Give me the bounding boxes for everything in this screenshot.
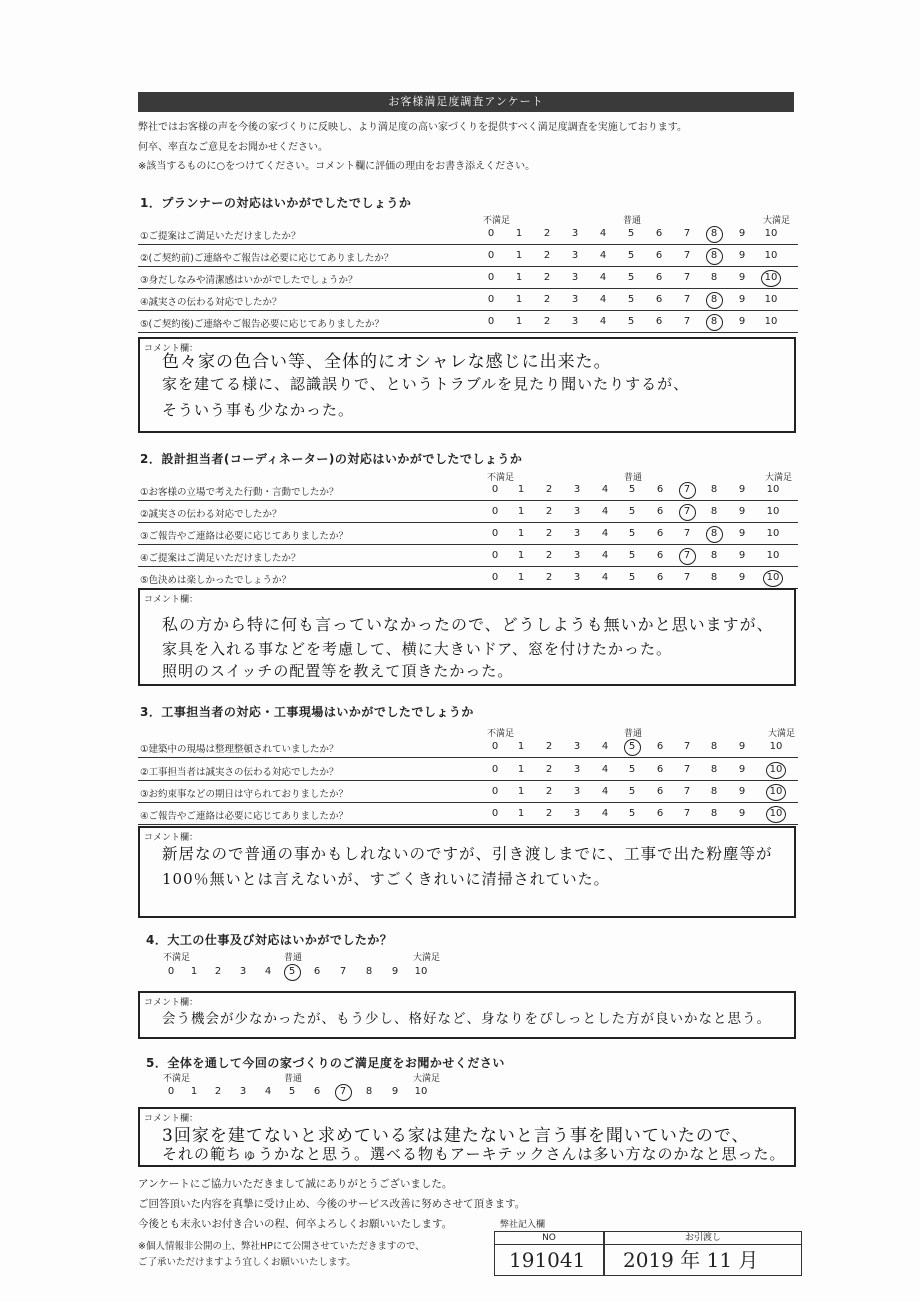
scale-number[interactable]: 8 <box>710 741 718 752</box>
scale-number[interactable]: 3 <box>239 966 247 977</box>
scale-number[interactable]: 7 <box>683 764 691 775</box>
scale-number[interactable]: 7 <box>683 506 691 517</box>
footer-line-2: ご回答頂いた内容を真摯に受け止め、今後のサービス改善に努めさせて頂きます。 <box>138 1198 526 1210</box>
scale-number[interactable]: 8 <box>365 966 373 977</box>
scale-number[interactable]: 10 <box>764 316 778 327</box>
selected-answer-circle <box>761 270 781 287</box>
scale-number[interactable]: 7 <box>683 550 691 561</box>
selected-answer-circle <box>624 739 641 756</box>
scale-number[interactable]: 10 <box>766 550 780 561</box>
scale-number[interactable]: 7 <box>683 572 691 583</box>
comment-box[interactable] <box>138 588 796 686</box>
row-divider <box>138 500 798 501</box>
scale-number[interactable]: 8 <box>710 528 718 539</box>
scale-low-label: 不満足 <box>487 473 515 483</box>
scale-number[interactable]: 8 <box>710 250 718 261</box>
scale-number[interactable]: 3 <box>573 808 581 819</box>
scale-number[interactable]: 5 <box>628 764 636 775</box>
scale-number[interactable]: 0 <box>487 272 495 283</box>
scale-number[interactable]: 6 <box>656 572 664 583</box>
scale-number[interactable]: 3 <box>573 506 581 517</box>
row-divider <box>138 288 798 289</box>
scale-number[interactable]: 4 <box>601 741 609 752</box>
scale-number[interactable]: 6 <box>656 506 664 517</box>
scale-number[interactable]: 10 <box>764 294 778 305</box>
scale-number[interactable]: 6 <box>656 786 664 797</box>
selected-answer-circle <box>335 1084 352 1101</box>
scale-number[interactable]: 3 <box>573 764 581 775</box>
handwritten-comment: そういう事も少なかった。 <box>162 401 355 419</box>
scale-number[interactable]: 3 <box>573 572 581 583</box>
scale-number[interactable]: 6 <box>655 272 663 283</box>
scale-number[interactable]: 5 <box>628 808 636 819</box>
row-divider <box>138 802 798 803</box>
scale-number[interactable]: 2 <box>214 1086 222 1097</box>
intro-line-3: ※該当するものに○をつけてください。コメント欄に評価の理由をお書き添えください。 <box>138 161 536 172</box>
scale-number[interactable]: 2 <box>545 550 553 561</box>
scale-number[interactable]: 5 <box>628 741 636 752</box>
scale-number[interactable]: 2 <box>545 506 553 517</box>
scale-number[interactable]: 10 <box>769 786 783 797</box>
scale-high-label: 大満足 <box>765 473 793 483</box>
scale-number[interactable]: 8 <box>710 808 718 819</box>
scale-number[interactable]: 5 <box>628 506 636 517</box>
scale-number[interactable]: 4 <box>264 966 272 977</box>
selected-answer-circle <box>679 504 696 521</box>
scale-number[interactable]: 8 <box>710 316 718 327</box>
scale-number[interactable]: 4 <box>599 228 607 239</box>
selected-answer-circle <box>766 762 786 779</box>
comment-label: コメント欄： <box>144 344 199 354</box>
question-text: ④ご報告やご連絡は必要に応じてありましたか？ <box>140 811 349 822</box>
question-text: ①お客様の立場で考えた行動・言動でしたか？ <box>140 487 339 498</box>
scale-number[interactable]: 9 <box>738 250 746 261</box>
scale-number[interactable]: 3 <box>573 786 581 797</box>
scale-number[interactable]: 7 <box>683 484 691 495</box>
question-text: ①ご提案はご満足いただけましたか？ <box>140 231 301 242</box>
scale-number[interactable]: 6 <box>655 250 663 261</box>
comment-box[interactable] <box>138 826 796 918</box>
scale-number[interactable]: 6 <box>656 764 664 775</box>
scale-number[interactable]: 0 <box>487 316 495 327</box>
question-text: ①建築中の現場は整理整頓されていましたか？ <box>140 744 339 755</box>
scale-number[interactable]: 4 <box>601 808 609 819</box>
scale-number[interactable]: 4 <box>599 250 607 261</box>
comment-label: コメント欄： <box>144 833 199 843</box>
handover-value: 2019 年 11 月 <box>604 1244 802 1276</box>
scale-number[interactable]: 9 <box>738 528 746 539</box>
scale-low-label: 不満足 <box>487 729 515 739</box>
handwritten-comment: 照明のスイッチの配置等を教えて頂きたかった。 <box>162 662 514 680</box>
comment-box[interactable] <box>138 991 796 1039</box>
scale-number[interactable]: 1 <box>515 228 523 239</box>
selected-answer-circle <box>766 784 786 801</box>
scale-mid-label: 普通 <box>284 1074 303 1084</box>
handwritten-comment: 100％無いとは言えないが、すごくきれいに清掃されていた。 <box>162 870 610 888</box>
scale-number[interactable]: 7 <box>683 808 691 819</box>
scale-number[interactable]: 0 <box>487 228 495 239</box>
scale-number[interactable]: 4 <box>599 272 607 283</box>
scale-number[interactable]: 7 <box>683 741 691 752</box>
scale-number[interactable]: 10 <box>766 506 780 517</box>
scale-number[interactable]: 7 <box>683 786 691 797</box>
scale-number[interactable]: 5 <box>628 550 636 561</box>
scale-number[interactable]: 5 <box>627 294 635 305</box>
scale-number[interactable]: 2 <box>543 250 551 261</box>
scale-mid-label: 普通 <box>624 473 643 483</box>
scale-number[interactable]: 1 <box>517 741 525 752</box>
row-divider <box>138 824 798 825</box>
scale-number[interactable]: 0 <box>491 764 499 775</box>
handwritten-comment: それの範ちゅうかなと思う。選べる物もアーキテックさんは多い方なのかなと思った。 <box>162 1145 786 1163</box>
scale-number[interactable]: 2 <box>543 294 551 305</box>
scale-number[interactable]: 6 <box>656 528 664 539</box>
scale-number[interactable]: 6 <box>656 550 664 561</box>
scale-number[interactable]: 1 <box>517 528 525 539</box>
scale-number[interactable]: 0 <box>491 506 499 517</box>
handwritten-comment: 家を建てる様に、認識誤りで、というトラブルを見たり聞いたりするが、 <box>162 375 690 393</box>
scale-number[interactable]: 2 <box>545 786 553 797</box>
scale-number[interactable]: 7 <box>339 1086 347 1097</box>
question-text: ④ご提案はご満足いただけましたか？ <box>140 553 301 564</box>
scale-number[interactable]: 3 <box>571 272 579 283</box>
scale-number[interactable]: 1 <box>515 316 523 327</box>
scale-high-label: 大満足 <box>413 1074 441 1084</box>
scale-number[interactable]: 1 <box>190 966 198 977</box>
scale-number[interactable]: 9 <box>738 764 746 775</box>
selected-answer-circle <box>679 548 696 565</box>
scale-number[interactable]: 8 <box>710 272 718 283</box>
comment-label: コメント欄： <box>144 1114 199 1124</box>
privacy-note-2: ご了承いただけますよう宜しくお願いいたします。 <box>138 1257 356 1268</box>
footer-line-1: アンケートにご協力いただきまして誠にありがとうございました。 <box>138 1178 453 1190</box>
scale-mid-label: 普通 <box>284 953 303 963</box>
scale-number[interactable]: 9 <box>738 808 746 819</box>
scale-number[interactable]: 5 <box>288 1086 296 1097</box>
footer-line-3: 今後とも末永いお付き合いの程、何卒よろしくお願いいたします。 <box>138 1218 453 1230</box>
scale-number[interactable]: 5 <box>627 316 635 327</box>
handwritten-comment: 会う機会が少なかったが、もう少し、格好など、身なりをぴしっとした方が良いかなと思う。 <box>162 1011 771 1027</box>
scale-number[interactable]: 4 <box>599 316 607 327</box>
handwritten-comment: 家具を入れる事などを考慮して、横に大きいドア、窓を付けたかった。 <box>162 640 673 658</box>
scale-number[interactable]: 0 <box>491 550 499 561</box>
scale-number[interactable]: 9 <box>391 1086 399 1097</box>
scale-mid-label: 普通 <box>624 729 643 739</box>
scale-number[interactable]: 2 <box>543 316 551 327</box>
scale-number[interactable]: 7 <box>683 272 691 283</box>
row-divider <box>138 780 798 781</box>
question-text: ②工事担当者は誠実さの伝わる対応でしたか？ <box>140 767 339 778</box>
question-text: ③ご報告やご連絡は必要に応じてありましたか？ <box>140 531 349 542</box>
scale-number[interactable]: 2 <box>543 228 551 239</box>
scale-number[interactable]: 0 <box>167 1086 175 1097</box>
row-divider <box>138 310 798 311</box>
scale-number[interactable]: 8 <box>710 228 718 239</box>
scale-number[interactable]: 1 <box>517 786 525 797</box>
scale-number[interactable]: 9 <box>738 550 746 561</box>
scale-number[interactable]: 6 <box>655 294 663 305</box>
question-text: ⑤(ご契約後)ご連絡やご報告必要に応じてありましたか？ <box>140 319 384 330</box>
privacy-note-1: ※個人情報非公開の上、弊社HPにて公開させていただきますので、 <box>138 1241 425 1252</box>
scale-number[interactable]: 0 <box>491 528 499 539</box>
scale-high-label: 大満足 <box>763 216 791 226</box>
scale-number[interactable]: 7 <box>683 294 691 305</box>
scale-number[interactable]: 8 <box>710 294 718 305</box>
scale-number[interactable]: 5 <box>627 228 635 239</box>
question-text: ③身だしなみや清潔感はいかがでしたでしょうか？ <box>140 275 358 286</box>
survey-title: お客様満足度調査アンケート <box>138 92 794 112</box>
scale-number[interactable]: 9 <box>738 272 746 283</box>
intro-line-2: 何卒、率直なご意見をお聞かせください。 <box>138 142 328 153</box>
scale-number[interactable]: 5 <box>288 966 296 977</box>
scale-number[interactable]: 10 <box>764 272 778 283</box>
scale-number[interactable]: 1 <box>517 764 525 775</box>
scale-number[interactable]: 10 <box>414 1086 428 1097</box>
scale-number[interactable]: 6 <box>656 808 664 819</box>
comment-label: コメント欄： <box>144 998 199 1008</box>
scale-number[interactable]: 3 <box>573 741 581 752</box>
section-heading: 5．全体を通して今回の家づくりのご満足度をお聞かせください <box>146 1056 505 1070</box>
scale-number[interactable]: 4 <box>264 1086 272 1097</box>
scale-number[interactable]: 6 <box>655 228 663 239</box>
scale-number[interactable]: 2 <box>543 272 551 283</box>
section-heading: 2．設計担当者(コーディネーター)の対応はいかがでしたでしょうか <box>140 452 523 466</box>
scale-number[interactable]: 0 <box>491 741 499 752</box>
scale-low-label: 不満足 <box>483 216 511 226</box>
scale-number[interactable]: 3 <box>571 294 579 305</box>
selected-answer-circle <box>706 226 723 243</box>
scale-number[interactable]: 2 <box>545 528 553 539</box>
selected-answer-circle <box>679 482 696 499</box>
scale-number[interactable]: 0 <box>491 572 499 583</box>
scale-number[interactable]: 6 <box>656 484 664 495</box>
scale-number[interactable]: 0 <box>491 808 499 819</box>
handwritten-comment: 3回家を建てないと求めている家は建たないと言う事を聞いていたので、 <box>162 1126 750 1146</box>
scale-number[interactable]: 5 <box>628 484 636 495</box>
scale-number[interactable]: 5 <box>628 786 636 797</box>
selected-answer-circle <box>706 526 723 543</box>
scale-number[interactable]: 2 <box>545 572 553 583</box>
scale-number[interactable]: 1 <box>517 550 525 561</box>
row-divider <box>138 566 798 567</box>
handwritten-comment: 新居なので普通の事かもしれないのですが、引き渡しまでに、工事で出た粉塵等が <box>162 845 773 863</box>
scale-number[interactable]: 8 <box>710 506 718 517</box>
question-text: ④誠実さの伝わる対応でしたか？ <box>140 297 282 308</box>
no-header: NO <box>494 1231 604 1245</box>
scale-number[interactable]: 7 <box>683 228 691 239</box>
scale-number[interactable]: 10 <box>414 966 428 977</box>
scale-number[interactable]: 2 <box>545 741 553 752</box>
scale-number[interactable]: 9 <box>738 506 746 517</box>
scale-number[interactable]: 6 <box>313 966 321 977</box>
scale-number[interactable]: 3 <box>573 528 581 539</box>
scale-number[interactable]: 4 <box>601 764 609 775</box>
scale-number[interactable]: 1 <box>515 272 523 283</box>
scale-number[interactable]: 1 <box>517 808 525 819</box>
scale-number[interactable]: 10 <box>769 741 783 752</box>
scale-number[interactable]: 3 <box>239 1086 247 1097</box>
scale-number[interactable]: 8 <box>365 1086 373 1097</box>
scale-number[interactable]: 9 <box>391 966 399 977</box>
scale-number[interactable]: 6 <box>655 316 663 327</box>
scale-number[interactable]: 4 <box>601 528 609 539</box>
no-value: 191041 <box>494 1244 604 1276</box>
row-divider <box>138 757 798 758</box>
scale-low-label: 不満足 <box>163 953 191 963</box>
question-text: ②誠実さの伝わる対応でしたか？ <box>140 509 282 520</box>
scale-number[interactable]: 3 <box>571 250 579 261</box>
comment-label: コメント欄： <box>144 595 199 605</box>
scale-number[interactable]: 6 <box>656 741 664 752</box>
scale-number[interactable]: 10 <box>764 250 778 261</box>
handover-header: お引渡し <box>604 1231 802 1245</box>
scale-number[interactable]: 3 <box>573 550 581 561</box>
scale-number[interactable]: 8 <box>710 484 718 495</box>
scale-number[interactable]: 1 <box>515 294 523 305</box>
section-heading: 3．工事担当者の対応・工事現場はいかがでしたでしょうか <box>140 705 474 719</box>
scale-high-label: 大満足 <box>768 729 796 739</box>
handwritten-comment: 私の方から特に何も言っていなかったので、どうしようも無いかと思いますが、 <box>162 615 774 634</box>
scale-number[interactable]: 9 <box>738 484 746 495</box>
scale-number[interactable]: 9 <box>738 294 746 305</box>
scale-low-label: 不満足 <box>163 1074 191 1084</box>
scale-number[interactable]: 7 <box>683 528 691 539</box>
row-divider <box>138 266 798 267</box>
scale-number[interactable]: 1 <box>515 250 523 261</box>
comment-box[interactable] <box>138 1107 796 1167</box>
selected-answer-circle <box>763 570 783 587</box>
row-divider <box>138 332 798 333</box>
scale-number[interactable]: 1 <box>517 484 525 495</box>
scale-number[interactable]: 10 <box>766 484 780 495</box>
scale-number[interactable]: 10 <box>764 228 778 239</box>
scale-number[interactable]: 4 <box>601 550 609 561</box>
office-use-label: 弊社記入欄 <box>500 1220 546 1230</box>
scale-number[interactable]: 0 <box>491 484 499 495</box>
scale-number[interactable]: 10 <box>769 764 783 775</box>
scale-number[interactable]: 0 <box>487 294 495 305</box>
intro-line-1: 弊社ではお客様の声を今後の家づくりに反映し、より満足度の高い家づくりを提供すべく満足度調査を実施しております。 <box>138 122 687 133</box>
scale-number[interactable]: 0 <box>491 786 499 797</box>
scale-number[interactable]: 10 <box>769 808 783 819</box>
scale-number[interactable]: 4 <box>601 786 609 797</box>
scale-number[interactable]: 3 <box>573 484 581 495</box>
scale-number[interactable]: 5 <box>627 272 635 283</box>
scale-number[interactable]: 4 <box>601 572 609 583</box>
scale-number[interactable]: 9 <box>738 228 746 239</box>
scale-number[interactable]: 2 <box>545 764 553 775</box>
scale-number[interactable]: 8 <box>710 572 718 583</box>
row-divider <box>138 522 798 523</box>
selected-answer-circle <box>766 806 786 823</box>
scale-number[interactable]: 0 <box>487 250 495 261</box>
scale-number[interactable]: 8 <box>710 786 718 797</box>
scale-number[interactable]: 4 <box>599 294 607 305</box>
selected-answer-circle <box>706 248 723 265</box>
scale-number[interactable]: 6 <box>313 1086 321 1097</box>
scale-number[interactable]: 4 <box>601 484 609 495</box>
scale-number[interactable]: 5 <box>628 572 636 583</box>
selected-answer-circle <box>706 292 723 309</box>
scale-number[interactable]: 9 <box>738 741 746 752</box>
section-heading: 1．プランナーの対応はいかがでしたでしょうか <box>140 196 412 210</box>
scale-number[interactable]: 9 <box>738 316 746 327</box>
scale-number[interactable]: 10 <box>766 572 780 583</box>
selected-answer-circle <box>284 964 301 981</box>
section-heading: 4．大工の仕事及び対応はいかがでしたか？ <box>146 933 393 947</box>
scale-number[interactable]: 3 <box>571 228 579 239</box>
selected-answer-circle <box>706 314 723 331</box>
scale-number[interactable]: 7 <box>339 966 347 977</box>
question-text: ⑤色決めは楽しかったでしょうか？ <box>140 575 292 586</box>
scale-number[interactable]: 2 <box>545 484 553 495</box>
scale-number[interactable]: 9 <box>738 786 746 797</box>
scale-number[interactable]: 4 <box>601 506 609 517</box>
scale-number[interactable]: 8 <box>710 550 718 561</box>
scale-number[interactable]: 7 <box>683 316 691 327</box>
scale-number[interactable]: 3 <box>571 316 579 327</box>
scale-number[interactable]: 10 <box>766 528 780 539</box>
question-text: ③お約束事などの期日は守られておりましたか？ <box>140 789 349 800</box>
row-divider <box>138 244 798 245</box>
scale-number[interactable]: 1 <box>190 1086 198 1097</box>
scale-high-label: 大満足 <box>413 953 441 963</box>
scale-number[interactable]: 1 <box>517 572 525 583</box>
scale-number[interactable]: 5 <box>627 250 635 261</box>
scale-number[interactable]: 1 <box>517 506 525 517</box>
scale-number[interactable]: 8 <box>710 764 718 775</box>
scale-number[interactable]: 0 <box>167 966 175 977</box>
row-divider <box>138 544 798 545</box>
scale-number[interactable]: 2 <box>214 966 222 977</box>
question-text: ②(ご契約前)ご連絡やご報告は必要に応じてありましたか？ <box>140 253 394 264</box>
handwritten-comment: 色々家の色合い等、全体的にオシャレな感じに出来た。 <box>162 352 612 372</box>
scale-number[interactable]: 9 <box>738 572 746 583</box>
scale-mid-label: 普通 <box>623 216 642 226</box>
scale-number[interactable]: 7 <box>683 250 691 261</box>
comment-box[interactable] <box>138 337 796 433</box>
scale-number[interactable]: 2 <box>545 808 553 819</box>
scale-number[interactable]: 5 <box>628 528 636 539</box>
